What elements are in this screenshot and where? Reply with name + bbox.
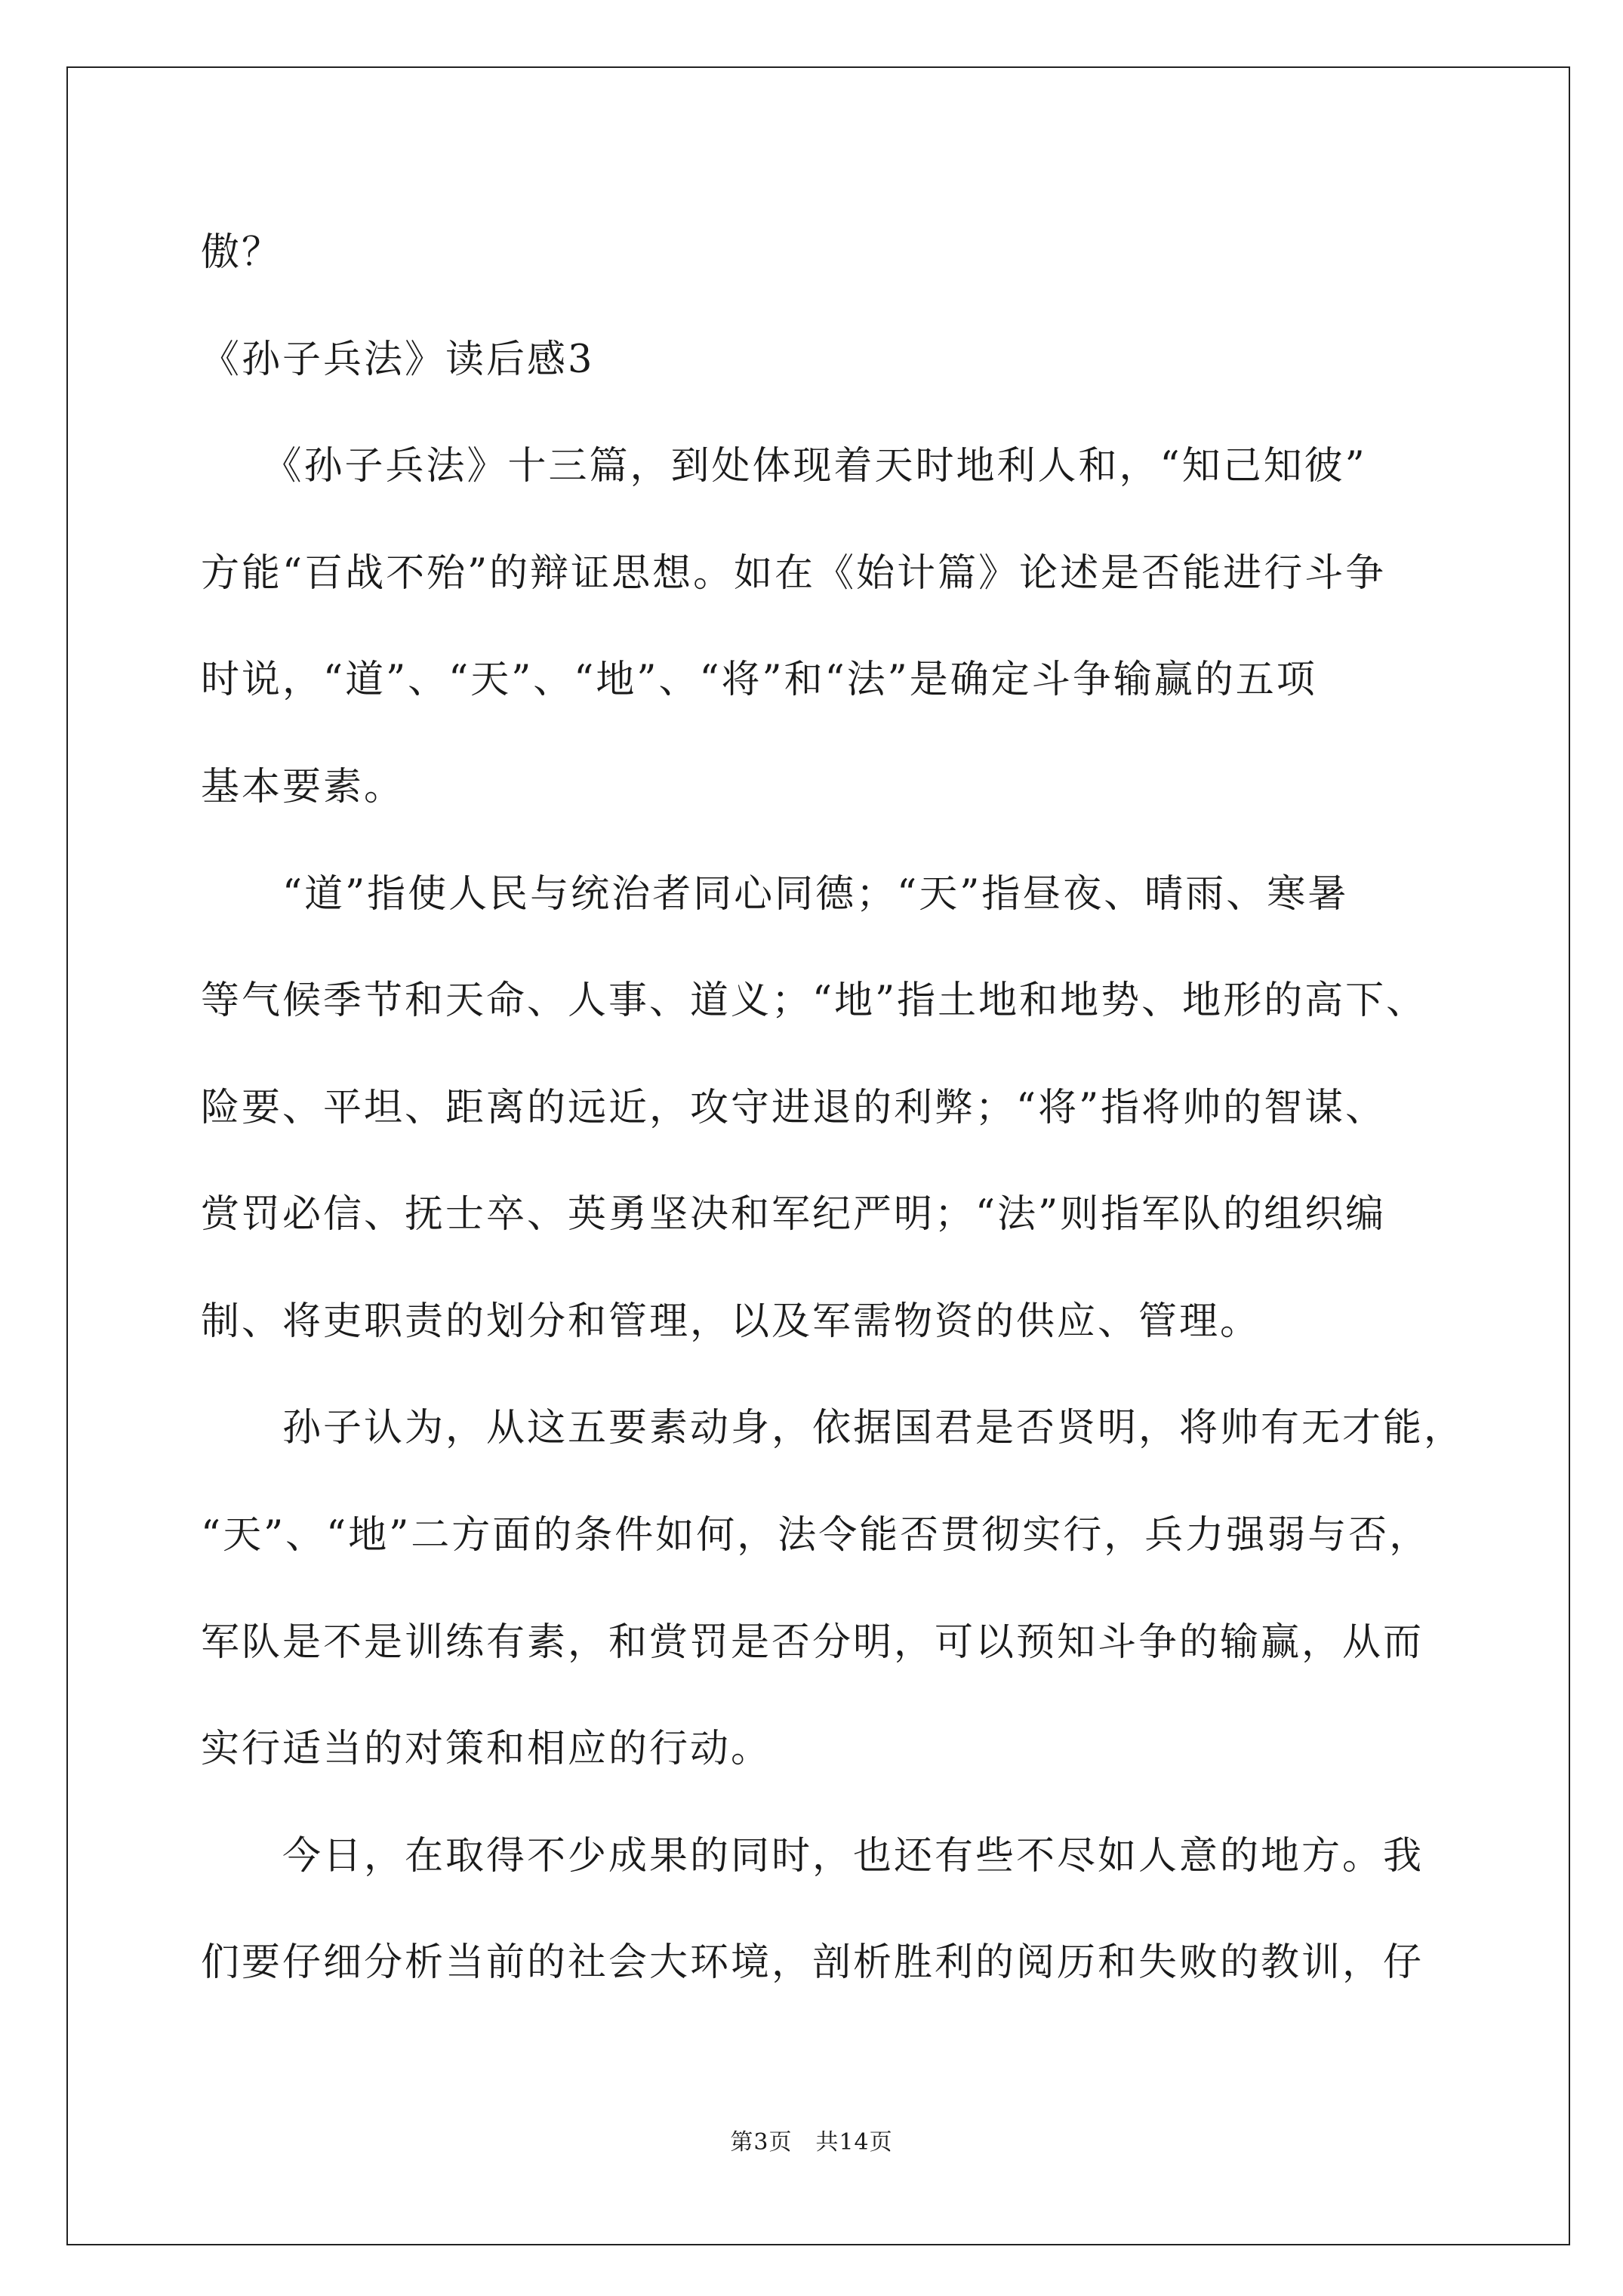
text-line: 基本要素。 <box>201 765 405 809</box>
page-border <box>66 66 1570 2245</box>
text-line: 军队是不是训练有素，和赏罚是否分明，可以预知斗争的输赢，从而 <box>201 1620 1424 1665</box>
text-line: 赏罚必信、抚士卒、英勇坚决和军纪严明；“法”则指军队的组织编 <box>201 1192 1387 1237</box>
text-line: 方能“百战不殆”的辩证思想。如在《始计篇》论述是否能进行斗争 <box>201 551 1387 596</box>
text-line: “道”指使人民与统治者同心同德；“天”指昼夜、晴雨、寒暑 <box>201 872 1349 917</box>
text-line: 今日，在取得不少成果的同时，也还有些不尽如人意的地方。我 <box>201 1834 1424 1878</box>
text-line: 《孙子兵法》十三篇，到处体现着天时地利人和，“知己知彼” <box>201 444 1367 488</box>
text-line: 傲？ <box>201 230 283 275</box>
text-line: 时说，“道”、“天”、“地”、“将”和“法”是确定斗争输赢的五项 <box>201 658 1317 702</box>
text-line: “天”、“地”二方面的条件如何，法令能否贯彻实行，兵力强弱与否， <box>201 1513 1431 1558</box>
text-line: 实行适当的对策和相应的行动。 <box>201 1727 772 1771</box>
text-line: 制、将吏职责的划分和管理，以及军需物资的供应、管理。 <box>201 1299 1261 1344</box>
text-line: 险要、平坦、距离的远近，攻守进退的利弊；“将”指将帅的智谋、 <box>201 1086 1387 1130</box>
section-heading: 《孙子兵法》读后感3 <box>201 337 595 382</box>
text-line: 们要仔细分析当前的社会大环境，剖析胜利的阅历和失败的教训，仔 <box>201 1940 1424 1985</box>
text-line: 等气候季节和天命、人事、道义；“地”指土地和地势、地形的高下、 <box>201 978 1427 1023</box>
page-footer: 第3页 共14页 <box>730 2129 893 2156</box>
text-line: 孙子认为，从这五要素动身，依据国君是否贤明，将帅有无才能， <box>201 1406 1465 1450</box>
